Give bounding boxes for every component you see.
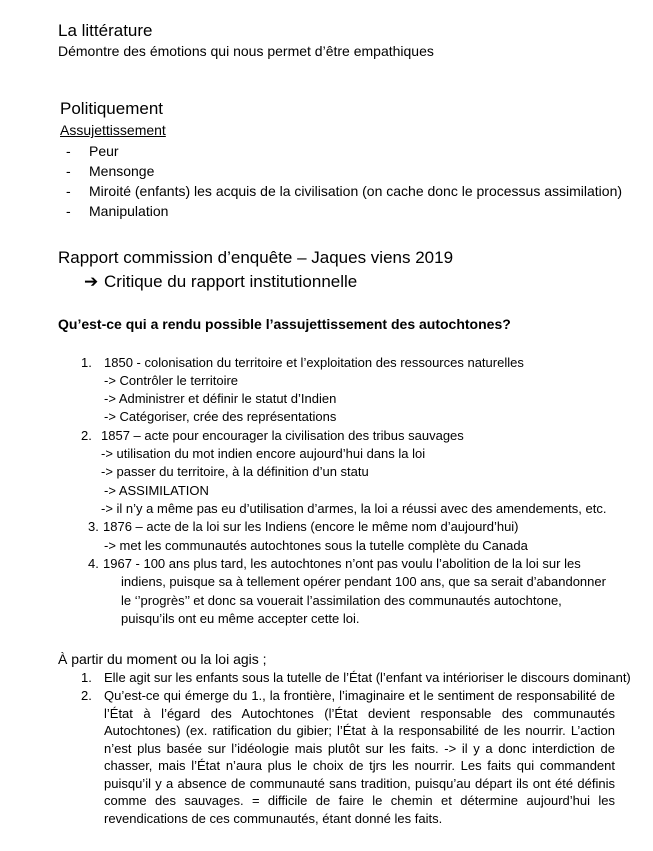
section-title-litterature: La littérature <box>58 21 153 40</box>
list-subitem: -> Administrer et définir le statut d’Indien <box>104 391 337 406</box>
list-number: 1. <box>81 355 92 370</box>
section-intro-apartir: À partir du moment ou la loi agis ; <box>58 651 267 667</box>
bullet-marker: - <box>66 143 71 159</box>
list-item-text: 1850 - colonisation du territoire et l’exploitation des ressources naturelles <box>104 355 524 370</box>
bullet-item: Miroité (enfants) les acquis de la civilisation (on cache donc le processus assimilation) <box>89 183 623 199</box>
section-title-rapport: Rapport commission d’enquête – Jaques viens 2019 <box>58 248 454 267</box>
section-title-politiquement: Politiquement <box>60 99 164 118</box>
list-number: 3. <box>88 519 99 534</box>
list-subitem: -> ASSIMILATION <box>104 483 209 498</box>
list-number: 1. <box>81 670 92 685</box>
arrow-icon: ➔ <box>84 272 99 291</box>
bullet-item: Peur <box>89 143 119 159</box>
list-subitem: -> passer du territoire, à la définition d’un statu <box>101 464 369 479</box>
list-item-text: 1857 – acte pour encourager la civilisation des tribus sauvages <box>101 428 464 443</box>
list-subitem: -> Contrôler le territoire <box>104 373 239 388</box>
bullet-item: Manipulation <box>89 203 169 219</box>
bullet-marker: - <box>66 203 71 219</box>
section-subtitle-litterature: Démontre des émotions qui nous permet d’être empathiques <box>58 43 434 59</box>
list-number: 2. <box>81 428 92 443</box>
subheading-assujettissement: Assujettissement <box>60 122 166 138</box>
bullet-item: Mensonge <box>89 163 155 179</box>
list-number: 4. <box>88 556 99 571</box>
list-item-continuation: indiens, puisque sa à tellement opérer pendant 100 ans, que sa serait d’abandonner <box>121 574 606 589</box>
list-subitem: -> Catégoriser, crée des représentations <box>104 409 337 424</box>
list-number: 2. <box>81 688 92 703</box>
question-heading: Qu’est-ce qui a rendu possible l’assujettissement des autochtones? <box>58 316 511 332</box>
rapport-critique: Critique du rapport institutionnelle <box>104 272 358 291</box>
list-item-paragraph: Qu’est-ce qui émerge du 1., la frontière, l’imaginaire et le sentiment de responsabilité de l’État à l’égard des Autochtones (l’État devient responsable des communautés Autochtones) (ex. ratification du gibier; l’État à la responsabilité de les nourrir. L’action n’est plus basée sur l’idéologie mais plutôt sur les faits. -> il y a donc interdiction de chasser, mais l’État n’aura plus le choix de tjrs les nourrir. Les faits qui commandent puisqu’il y a absence de communauté sans tradition, puisqu’au départ ils ont été définis comme des sauvages. = difficile de faire le chemin et détermine aujourd’hui les revendications de ces communautés, étant donné les faits. <box>104 688 615 826</box>
list-item-continuation: le ‘’progrès’’ et donc sa vouerait l’assimilation des communautés autochtone, <box>121 593 562 608</box>
list-item-text: Elle agit sur les enfants sous la tutelle de l’État (l’enfant va intérioriser le discours dominant) <box>104 670 631 685</box>
list-item-text: 1967 - 100 ans plus tard, les autochtones n’ont pas voulu l’abolition de la loi sur les <box>103 556 581 571</box>
list-subitem: -> utilisation du mot indien encore aujourd’hui dans la loi <box>101 446 426 461</box>
bullet-marker: - <box>66 163 71 179</box>
list-subitem: -> il n’y a même pas eu d’utilisation d’armes, la loi a réussi avec des amendements, etc. <box>101 501 607 516</box>
list-item-continuation: puisqu’ils ont eu même accepter cette loi. <box>121 611 360 626</box>
list-subitem: -> met les communautés autochtones sous la tutelle complète du Canada <box>104 538 528 553</box>
bullet-marker: - <box>66 183 71 199</box>
list-item-text: 1876 – acte de la loi sur les Indiens (encore le même nom d’aujourd’hui) <box>103 519 519 534</box>
